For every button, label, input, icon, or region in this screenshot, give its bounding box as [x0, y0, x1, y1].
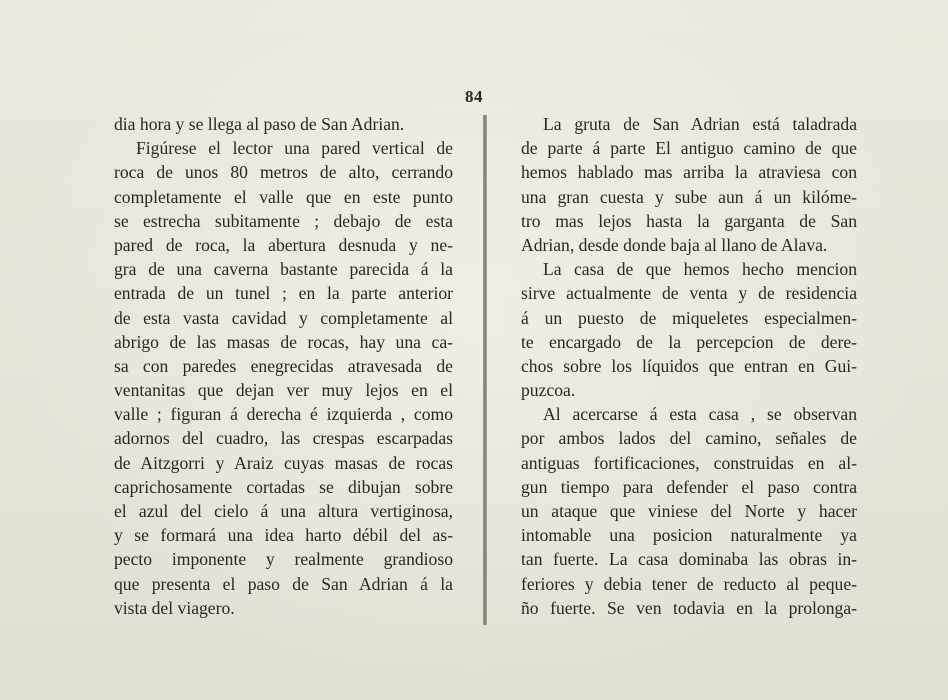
text-line: dia hora y se llega al paso de San Adrian. [114, 114, 405, 134]
text-line: valle ; figuran á derecha é izquierda , como [114, 404, 453, 425]
text-line: La casa de que hemos hecho mencion [543, 259, 857, 280]
text-line: intomable una posicion naturalmente ya [521, 525, 857, 546]
right-text-column [521, 112, 857, 620]
text-line: abrigo de las masas de rocas, hay una ca- [114, 331, 453, 352]
text-line: pared de roca, la abertura desnuda y ne- [114, 234, 453, 255]
left-text-column [114, 112, 453, 620]
text-line: Al acercarse á esta casa , se observan [543, 404, 857, 425]
text-line: á un puesto de miqueletes especialmen- [521, 307, 857, 328]
text-line: que presenta el paso de San Adrian á la [114, 573, 453, 594]
page-number: 84 [465, 87, 483, 106]
text-line: se estrecha subitamente ; debajo de esta [114, 210, 453, 231]
column-divider [483, 115, 487, 625]
text-line: el azul del cielo á una altura vertiginosa, [114, 501, 453, 521]
text-line: gun tiempo para defender el paso contra [521, 476, 857, 497]
text-line: antiguas fortificaciones, construidas en al- [521, 452, 857, 473]
text-line: de esta vasta cavidad y completamente al [114, 307, 453, 328]
text-line: feriores y debia tener de reducto al peque- [521, 573, 857, 594]
text-line: Adrian, desde donde baja al llano de Alava. [521, 234, 828, 255]
text-line: adornos del cuadro, las crespas escarpadas [114, 428, 453, 449]
text-line: roca de unos 80 metros de alto, cerrando [114, 162, 453, 183]
text-line: pecto imponente y realmente grandioso [114, 549, 453, 570]
text-line: entrada de un tunel ; en la parte anterior [114, 283, 453, 304]
text-line: puzcoa. [521, 380, 576, 401]
text-line: sirve actualmente de venta y de residencia [521, 283, 857, 304]
text-line: te encargado de la percepcion de dere- [521, 331, 857, 352]
text-line: de parte á parte El antiguo camino de que [521, 138, 857, 159]
text-line: caprichosamente cortadas se dibujan sobre [114, 476, 453, 497]
text-line: un ataque que viniese del Norte y hacer [521, 501, 857, 521]
text-line: hemos hablado mas arriba la atraviesa con [521, 162, 857, 183]
text-line: gra de una caverna bastante parecida á la [114, 259, 453, 280]
text-line: ventanitas que dejan ver muy lejos en el [114, 380, 453, 401]
text-line: vista del viagero. [114, 597, 235, 618]
text-line: chos sobre los líquidos que entran en Gui- [521, 355, 857, 376]
text-line: una gran cuesta y sube aun á un kilóme- [521, 186, 857, 207]
text-line: Figúrese el lector una pared vertical de [136, 138, 453, 159]
text-line: ño fuerte. Se ven todavia en la prolonga- [521, 597, 857, 618]
text-line: y se formará una idea harto débil del as- [114, 525, 453, 546]
text-line: La gruta de San Adrian está taladrada [543, 114, 857, 134]
text-line: completamente el valle que en este punto [114, 186, 453, 207]
text-line: tan fuerte. La casa dominaba las obras in- [521, 549, 857, 570]
text-line: de Aitzgorri y Araiz cuyas masas de rocas [114, 452, 453, 473]
text-line: tro mas lejos hasta la garganta de San [521, 210, 857, 231]
text-line: sa con paredes enegrecidas atravesada de [114, 355, 453, 376]
text-line: por ambos lados del camino, señales de [521, 428, 857, 449]
